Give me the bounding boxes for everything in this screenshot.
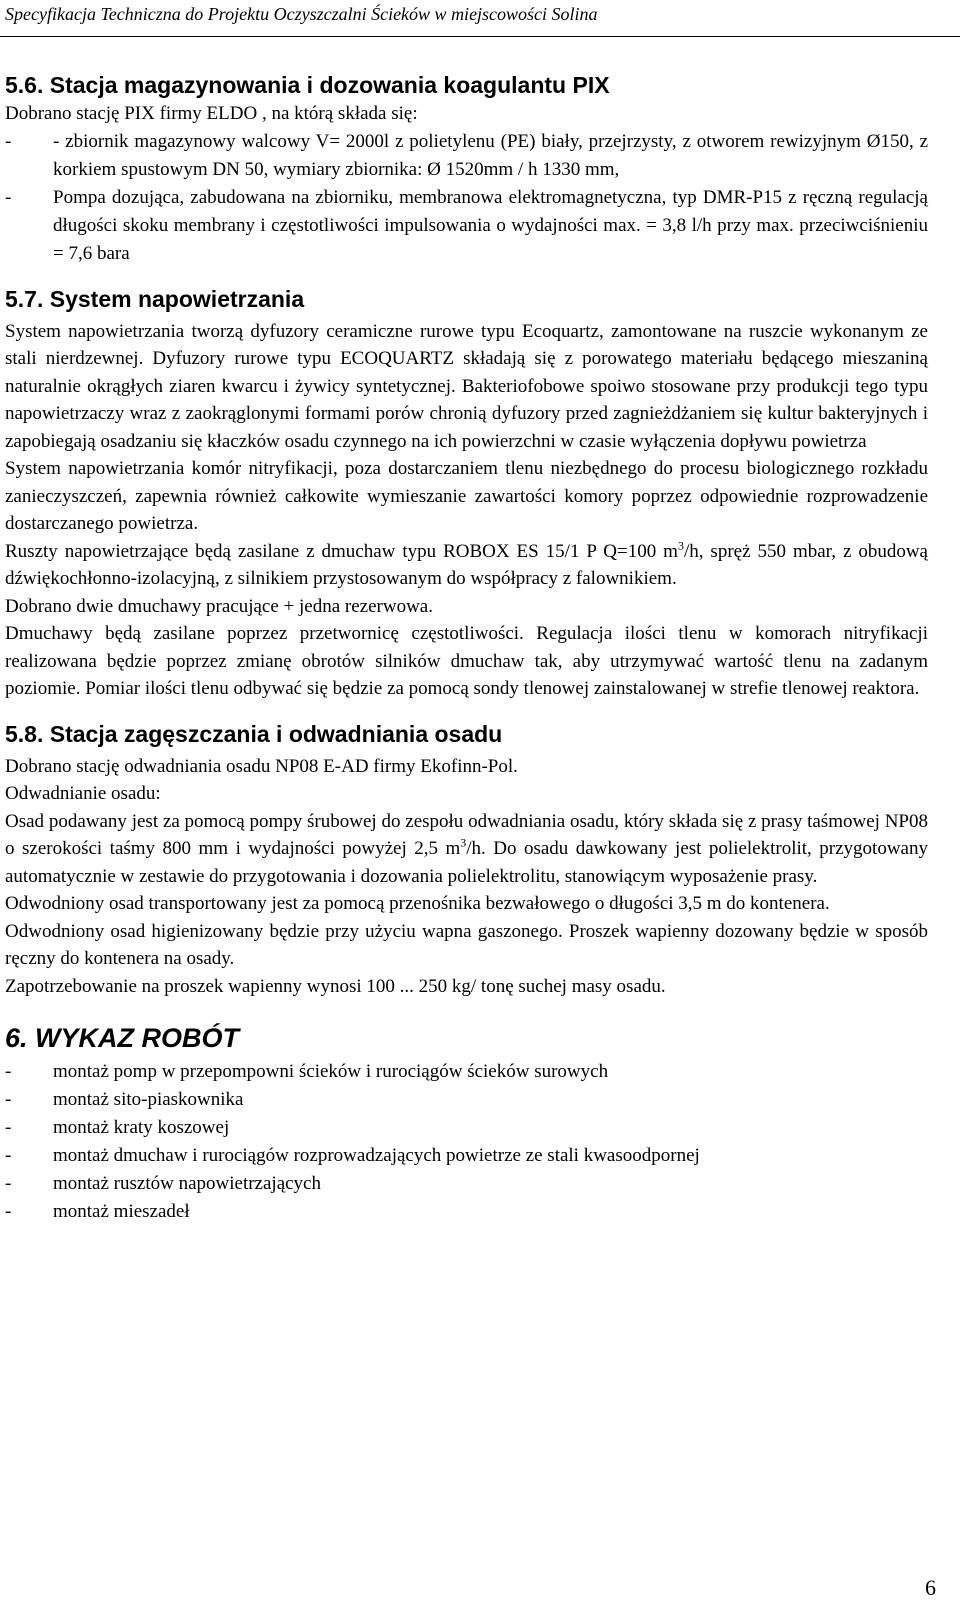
list-item-text: montaż pomp w przepompowni ścieków i rurociągów ścieków surowych	[53, 1061, 609, 1082]
section-6-heading: 6. WYKAZ ROBÓT	[5, 1023, 239, 1053]
list-item-text: montaż mieszadeł	[53, 1201, 190, 1222]
list-item	[5, 128, 928, 184]
section-5-6-list	[5, 128, 928, 268]
paragraph-text: /h, spręż 550 mbar, z obudową dźwiękochłonno-izolacyjną, z silnikiem przystosowanym do współpracy z falownikiem.	[5, 540, 928, 589]
content	[5, 70, 928, 1226]
paragraph-text: Osad podawany jest za pomocą pompy śrubowej do zespołu odwadniania osadu, który składa się z prasy taśmowej NP08 o szerokości taśmy 800 mm i wydajności powyżej 2,5 m	[5, 810, 928, 859]
dash-marker: -	[5, 130, 12, 152]
section-5-8-paragraph-6: Zapotrzebowanie na proszek wapienny wynosi 100 ... 250 kg/ tonę suchej masy osadu.	[5, 975, 666, 997]
section-5-8-paragraph-3	[5, 808, 928, 891]
section-5-6-heading: 5.6. Stacja magazynowania i dozowania koagulantu PIX	[5, 72, 610, 98]
header-rule	[0, 36, 960, 37]
dash-marker: -	[5, 1145, 12, 1166]
list-item-text: montaż dmuchaw i rurociągów rozprowadzających powietrze ze stali kwasoodpornej	[53, 1145, 700, 1166]
section-5-7-paragraph-1: System napowietrzania tworzą dyfuzory ceramiczne rurowe typu Ecoquartz, zamontowane na ruszcie wykonanym ze stali nierdzewnej. Dyfuzory rurowe typu ECOQUARTZ składają się z porowatego materiału będącego mieszaniną naturalnie okrągłych ziaren kwarcu i żywicy syntetycznej. Bakteriofobowe spoiwo stosowane przy produkcji tego typu napowietrzaczy wraz z zaokrąglonymi formami porów chronią dyfuzory przed zagnieżdżaniem się kultur bakteryjnych i zapobiegają osadzaniu się kłaczków osadu czynnego na ich powierzchni w czasie wyłączenia dopływu powietrza	[5, 320, 928, 452]
paragraph-text: /h. Do osadu dawkowany jest polielektrolit, przygotowany automatycznie w zestawie do przygotowania i dozowania polielektrolitu, stanowiącym wyposażenie prasy.	[5, 838, 928, 887]
list-item	[5, 1086, 928, 1114]
dash-marker: -	[5, 1201, 12, 1222]
section-5-8-heading: 5.8. Stacja zagęszczania i odwadniania osadu	[5, 720, 503, 747]
section-5-7-paragraph-4: Dobrano dwie dmuchawy pracujące + jedna rezerwowa.	[5, 595, 433, 617]
section-5-8-paragraph-5: Odwodniony osad higienizowany będzie przy użyciu wapna gaszonego. Proszek wapienny dozowany będzie w sposób ręczny do kontenera na osady.	[5, 920, 928, 969]
dash-marker: -	[5, 1117, 12, 1138]
page-number: 6	[925, 1575, 936, 1600]
section-5-8-paragraph-1: Dobrano stację odwadniania osadu NP08 E-AD firmy Ekofinn-Pol.	[5, 755, 518, 777]
dash-marker: -	[5, 186, 12, 208]
list-item-text: montaż rusztów napowietrzających	[53, 1173, 321, 1194]
section-5-7-paragraph-2: System napowietrzania komór nitryfikacji, poza dostarczaniem tlenu niezbędnego do procesu biologicznego rozkładu zanieczyszczeń, zapewnia również całkowite wymieszanie zawartości komory poprzez odpowiednie rozprowadzenie dostarczanego powietrza.	[5, 458, 928, 534]
section-5-7-paragraph-3	[5, 538, 928, 593]
works-list	[5, 1058, 928, 1226]
section-5-6-intro: Dobrano stację PIX firmy ELDO , na którą składa się:	[5, 103, 418, 124]
running-header: Specyfikacja Techniczna do Projektu Oczyszczalni Ścieków w miejscowości Solina	[5, 4, 598, 24]
superscript: 3	[677, 538, 684, 553]
superscript: 3	[460, 835, 467, 850]
section-5-7-paragraph-5: Dmuchawy będą zasilane poprzez przetwornicę częstotliwości. Regulacja ilości tlenu w komorach nitryfikacji realizowana będzie poprzez zmianę obrotów silników dmuchaw tak, aby utrzymywać wartość tlenu na zadanym poziomie. Pomiar ilości tlenu odbywać się będzie za pomocą sondy tlenowej zainstalowanej w strefie tlenowej reaktora.	[5, 623, 928, 699]
list-item-text: montaż kraty koszowej	[53, 1117, 230, 1138]
list-item	[5, 1198, 928, 1226]
section-5-8-paragraph-2: Odwadnianie osadu:	[5, 783, 161, 804]
dash-marker: -	[5, 1089, 12, 1110]
section-5-7-heading: 5.7. System napowietrzania	[5, 285, 305, 312]
list-item	[5, 184, 928, 268]
list-item	[5, 1114, 928, 1142]
list-item	[5, 1170, 928, 1198]
paragraph-text: Ruszty napowietrzające będą zasilane z dmuchaw typu ROBOX ES 15/1 P Q=100 m	[5, 540, 678, 562]
dash-marker: -	[5, 1173, 12, 1194]
list-item-text: Pompa dozująca, zabudowana na zbiorniku, membranowa elektromagnetyczna, typ DMR-P15 z ręczną regulacją długości skoku membrany i częstotliwości impulsowania o wydajności max. = 3,8 l/h przy max. przeciwciśnieniu = 7,6 bara	[53, 186, 928, 264]
list-item-text: - zbiornik magazynowy walcowy V= 2000l z polietylenu (PE) biały, przejrzysty, z otworem rewizyjnym Ø150, z korkiem spustowym DN 50, wymiary zbiornika: Ø 1520mm / h 1330 mm,	[53, 130, 928, 180]
list-item-text: montaż sito-piaskownika	[53, 1089, 244, 1110]
section-5-8-paragraph-4: Odwodniony osad transportowany jest za pomocą przenośnika bezwałowego o długości 3,5 m do kontenera.	[5, 893, 830, 914]
list-item	[5, 1142, 928, 1170]
dash-marker: -	[5, 1061, 12, 1082]
list-item	[5, 1058, 928, 1086]
